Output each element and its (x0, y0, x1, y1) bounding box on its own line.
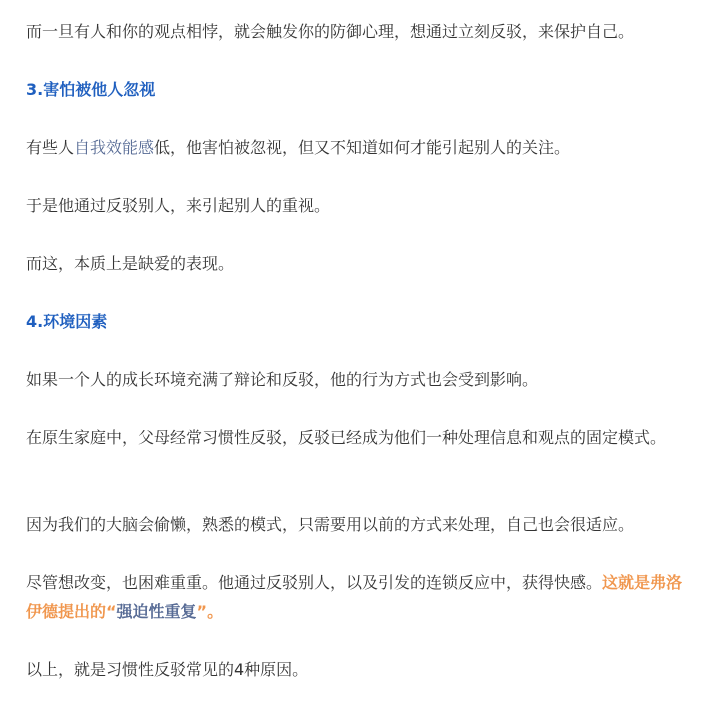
freud-highlight: 这就是弗洛伊德提出的“ (26, 573, 683, 621)
paragraph-text: 有些人 (26, 138, 75, 157)
paragraph-text: 而一旦有人和你的观点相悖，就会触发你的防御心理，想通过立刻反驳，来保护自己。 (26, 22, 635, 41)
section-heading-4: 4.环境因素 (26, 312, 108, 331)
section-heading-3: 3.害怕被他人忽视 (26, 80, 156, 99)
repetition-compulsion-link[interactable]: 强迫性重复 (116, 602, 197, 621)
paragraph-environment (26, 365, 696, 394)
paragraph-lack-love (26, 249, 696, 278)
paragraph-text: 而这，本质上是缺爱的表现。 (26, 254, 235, 273)
paragraph-text: 以上，就是习惯性反驳常见的4种原因。 (26, 660, 309, 679)
paragraph-summary (26, 655, 696, 684)
paragraph-text: 尽管想改变，也困难重重。他通过反驳别人，以及引发的连锁反应中，获得快感。 (26, 573, 603, 592)
paragraph-text: 于是他通过反驳别人，来引起别人的重视。 (26, 196, 331, 215)
paragraph-text: 如果一个人的成长环境充满了辩论和反驳，他的行为方式也会受到影响。 (26, 370, 539, 389)
paragraph-compulsion (26, 568, 696, 626)
paragraph-rebut-attention (26, 191, 696, 220)
paragraph-lazy-brain (26, 510, 696, 539)
paragraph-self-efficacy (26, 133, 696, 162)
paragraph-text: 在原生家庭中，父母经常习惯性反驳，反驳已经成为他们一种处理信息和观点的固定模式。 (26, 428, 667, 447)
paragraph-defense (26, 17, 696, 46)
paragraph-text: 低，他害怕被忽视，但又不知道如何才能引起别人的关注。 (154, 138, 571, 157)
paragraph-family (26, 423, 696, 452)
self-efficacy-link[interactable]: 自我效能感 (74, 138, 155, 157)
freud-highlight-end: ”。 (196, 602, 224, 621)
paragraph-text: 因为我们的大脑会偷懒，熟悉的模式，只需要用以前的方式来处理，自己也会很适应。 (26, 515, 635, 534)
